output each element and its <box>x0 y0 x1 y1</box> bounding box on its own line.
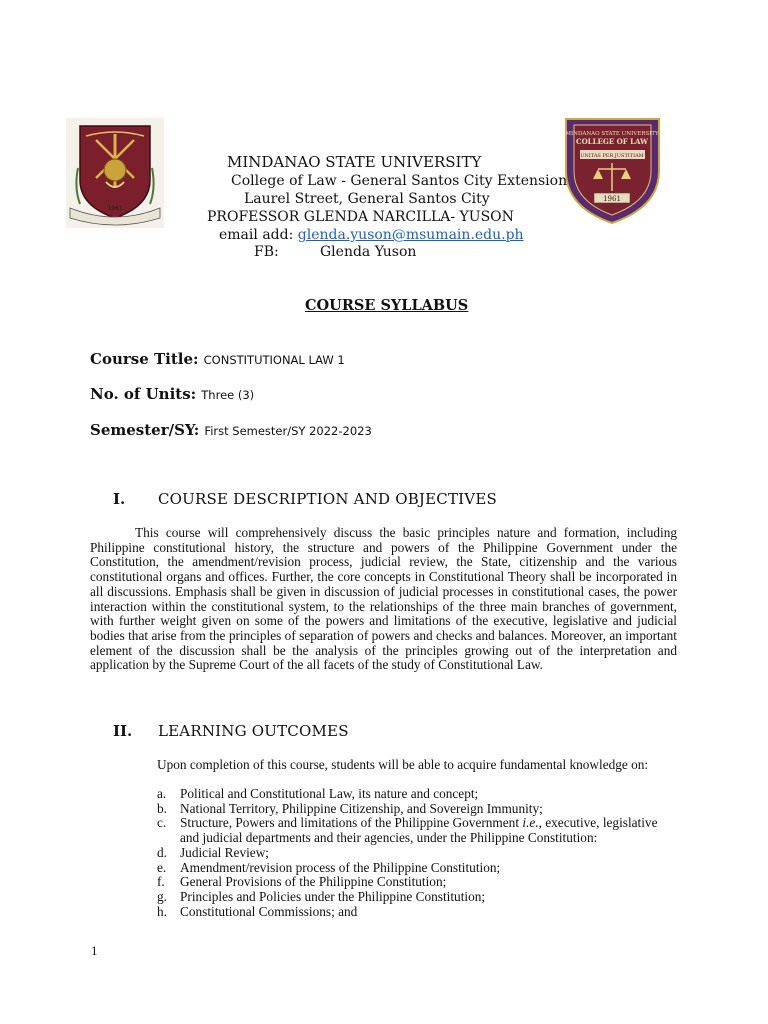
college-name: College of Law - General Santos City Extension <box>231 173 568 189</box>
list-item: e. Amendment/revision process of the Philippine Constitution; <box>157 859 501 875</box>
units-value: Three (3) <box>201 388 255 402</box>
seal-motto-text: UNITAS PER JUSTITIAM <box>580 153 644 159</box>
list-item: f. General Provisions of the Philippine Constitution; <box>157 874 447 890</box>
crest-year-text: 1961 <box>107 205 123 212</box>
professor-name: PROFESSOR GLENDA NARCILLA- YUSON <box>207 209 514 225</box>
list-item: g. Principles and Policies under the Philippine Constitution; <box>157 888 486 904</box>
university-name: MINDANAO STATE UNIVERSITY <box>227 153 482 171</box>
units-label: No. of Units <box>90 385 191 403</box>
section-2-number: II. <box>113 722 133 740</box>
college-address: Laurel Street, General Santos City <box>244 191 490 207</box>
section-1-number: I. <box>113 490 126 508</box>
list-item: a. Political and Constitutional Law, its nature and concept; <box>157 786 479 801</box>
section-2-title: LEARNING OUTCOMES <box>158 722 349 740</box>
seal-university-text: MINDANAO STATE UNIVERSITY <box>565 131 659 137</box>
course-title-row <box>90 349 345 368</box>
colon-2: : <box>190 385 197 403</box>
fb-label: FB: <box>254 244 279 260</box>
seal-year-text: 1961 <box>603 195 621 203</box>
fb-name: Glenda Yuson <box>320 244 417 260</box>
list-item: h. Constitutional Commissions; and <box>157 903 358 919</box>
course-title-value: CONSTITUTIONAL LAW 1 <box>203 353 345 367</box>
semester-label: Semester/SY: <box>90 421 200 439</box>
list-item: b. National Territory, Philippine Citizenship, and Sovereign Immunity; <box>157 800 543 816</box>
email-link[interactable]: glenda.yuson@msumain.edu.ph <box>297 227 524 243</box>
course-title-label: Course Title <box>90 350 193 368</box>
semester-row <box>90 420 372 439</box>
semester-value: First Semester/SY 2022-2023 <box>204 424 372 438</box>
list-item: c. Structure, Powers and limitations of the Philippine Government i.e., executive, legislative and judicial departments and their agencies, under the Philippine Constitution: <box>157 815 658 846</box>
page-number: 1 <box>91 943 98 958</box>
list-item: d. Judicial Review; <box>157 844 269 860</box>
course-description-paragraph: This course will comprehensively discuss the basic principles nature and formation, including Philippine constitutional history, the structure and powers of the Philippine Government under the Constitution, the amendment/revision process, judicial review, the State, citizenship and the various constitutional organs and offices. Further, the core concepts in Constitutional Theory shall be incorporated in all discussions. Emphasis shall be given in discussion of judicial processes in constitutional cases, the power interaction within the constitutional system, to the relationships of the three main branches of government, with further weight given on some of the powers and limitations of the executive, legislative and judicial bodies that arise from the principles of separation of powers and checks and balances. Moreover, an important element of the discussion shall be the analysis of the principles growing out of the interpretation and application by the Supreme Court of the all facets of the study of Constitutional Law. <box>90 525 677 673</box>
email-line <box>219 227 524 243</box>
learning-outcomes-list <box>157 787 677 919</box>
units-row <box>90 384 254 403</box>
email-label: email add: <box>219 227 294 243</box>
college-of-law-seal-logo <box>560 113 665 226</box>
learning-outcomes-intro: Upon completion of this course, students will be able to acquire fundamental knowledge on: <box>157 757 649 772</box>
seal-college-text: COLLEGE OF LAW <box>576 137 648 146</box>
syllabus-title: COURSE SYLLABUS <box>305 297 469 314</box>
section-1-title: COURSE DESCRIPTION AND OBJECTIVES <box>158 490 497 508</box>
colon-1: : <box>193 350 199 368</box>
msu-crest-logo <box>66 118 164 228</box>
